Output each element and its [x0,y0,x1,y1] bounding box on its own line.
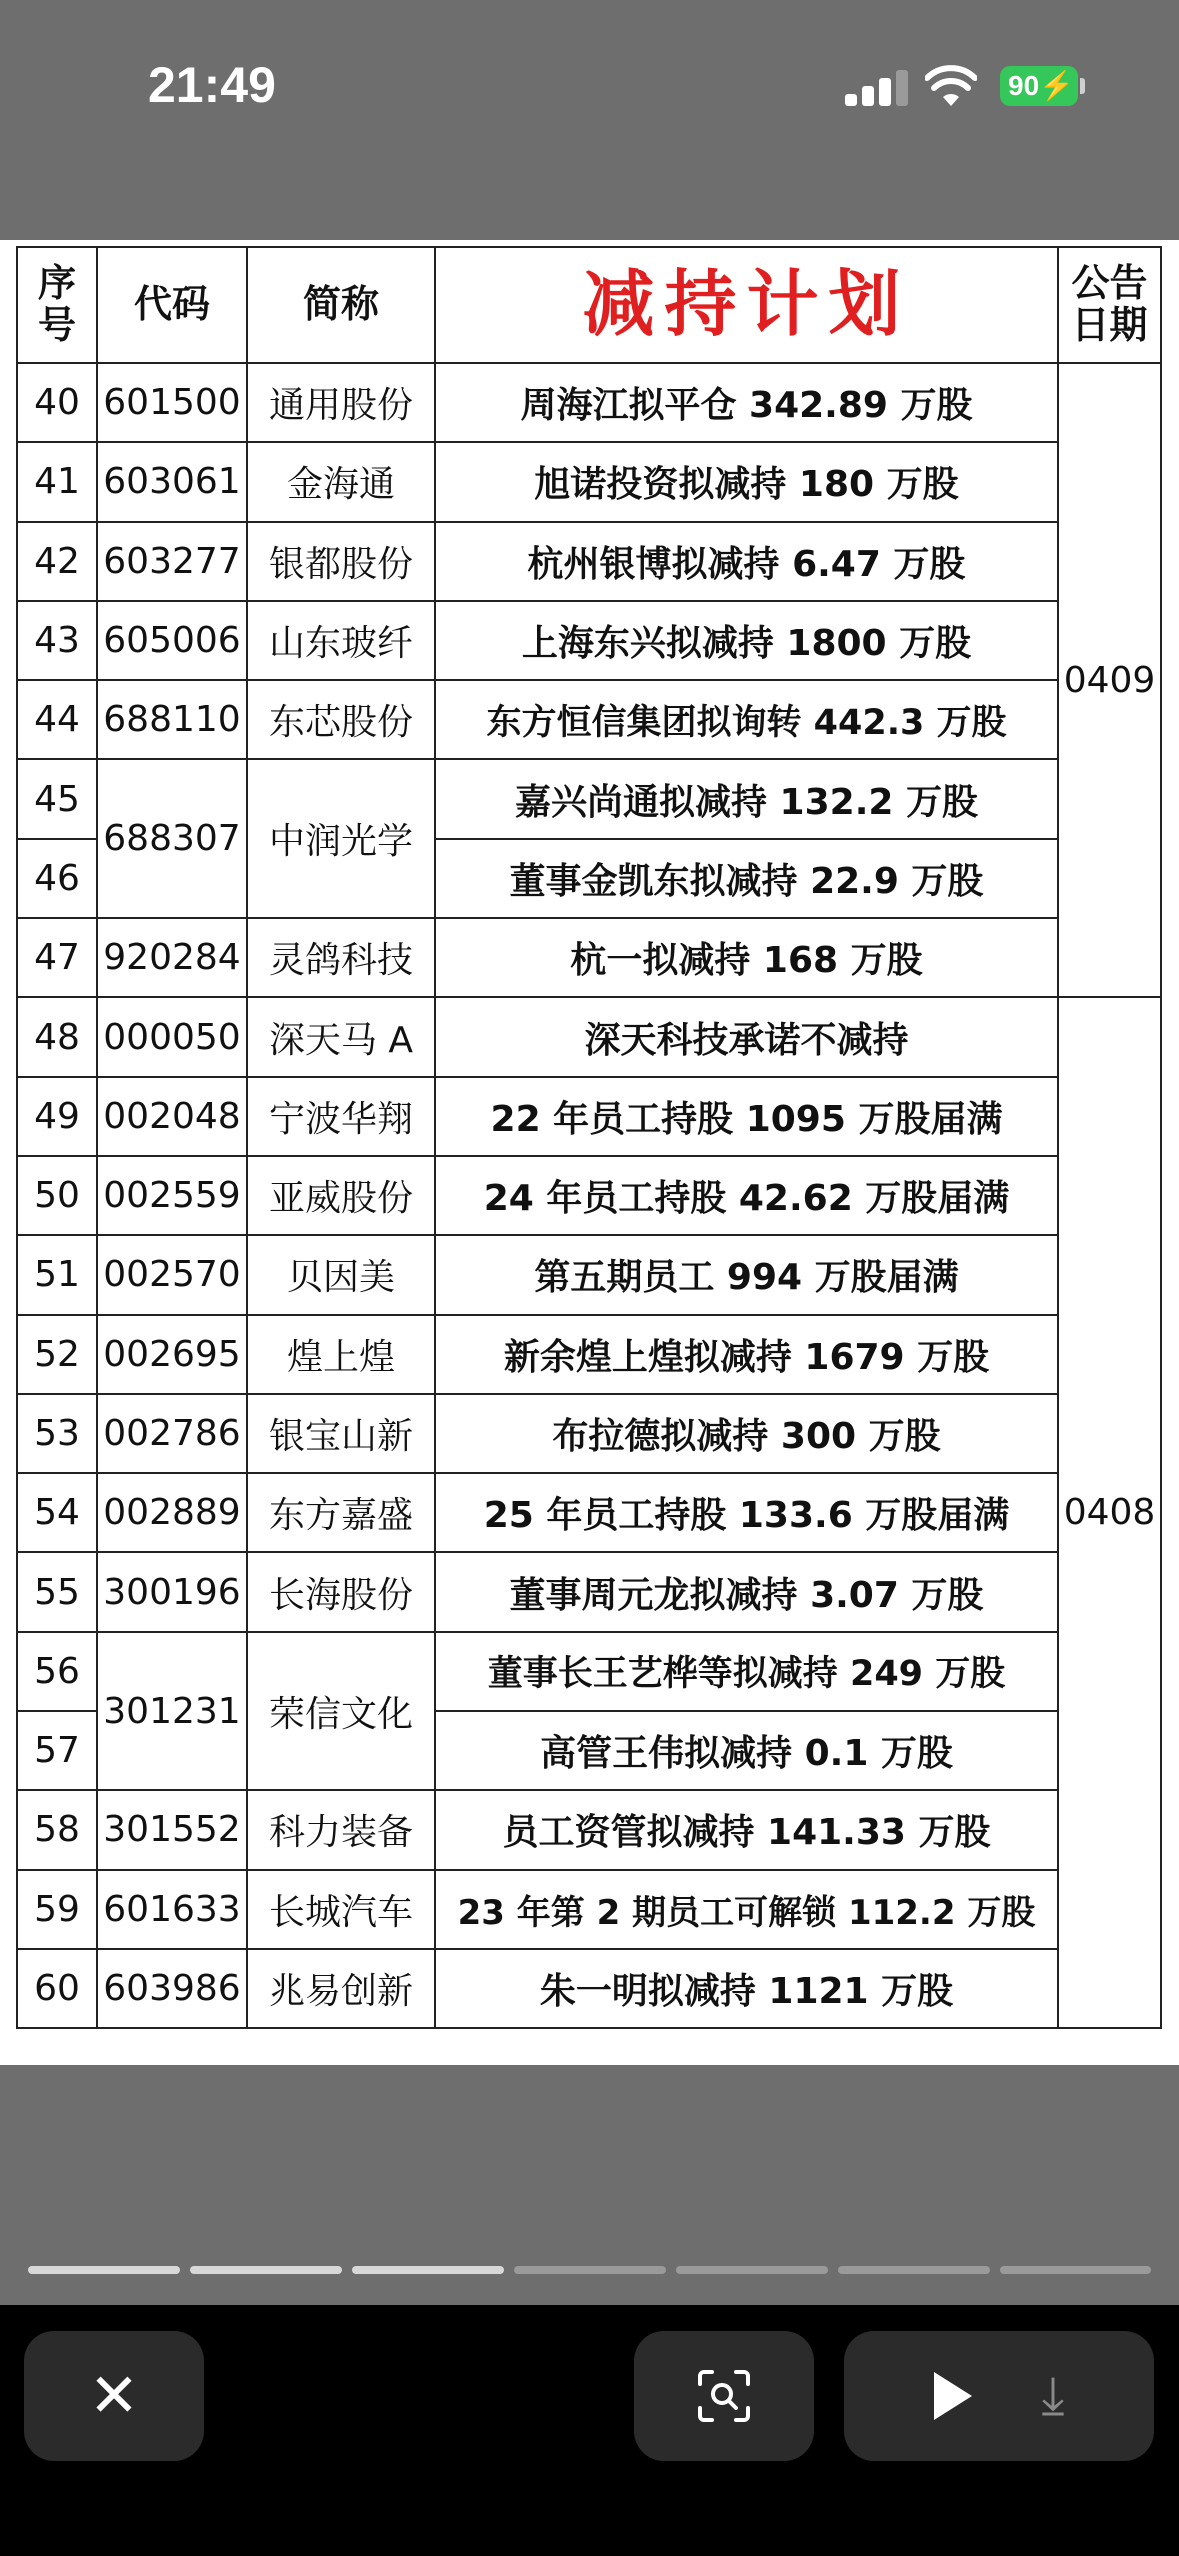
cell-code: 603061 [97,442,247,521]
cell-seq: 40 [17,363,97,442]
image-viewer[interactable] [0,240,1179,2065]
table-row [17,1077,1161,1156]
cell-name: 银宝山新 [247,1394,435,1473]
battery-icon: 90⚡ [1000,66,1078,106]
table-row [17,1790,1161,1869]
cell-name: 灵鸽科技 [247,918,435,997]
cell-date: 0408 [1058,997,1161,2028]
cell-code: 002695 [97,1315,247,1394]
cell-plan: 董事周元龙拟减持 3.07 万股 [435,1552,1058,1631]
cell-plan: 深天科技承诺不减持 [435,997,1058,1076]
cell-plan: 杭州银博拟减持 6.47 万股 [435,522,1058,601]
cell-plan: 23 年第 2 期员工可解锁 112.2 万股 [435,1870,1058,1949]
battery-level: 90 [1008,70,1040,101]
cell-name: 宁波华翔 [247,1077,435,1156]
cell-plan: 员工资管拟减持 141.33 万股 [435,1790,1058,1869]
header-code: 代码 [97,247,247,363]
close-button[interactable] [24,2331,204,2461]
cell-name: 亚威股份 [247,1156,435,1235]
cell-seq: 53 [17,1394,97,1473]
table-row [17,1473,1161,1552]
cell-plan: 高管王伟拟减持 0.1 万股 [435,1711,1058,1790]
cell-name: 煌上煌 [247,1315,435,1394]
cell-seq: 57 [17,1711,97,1790]
download-icon[interactable]: ⤓ [1041,2365,1065,2426]
cell-code: 601633 [97,1870,247,1949]
cell-plan: 朱一明拟减持 1121 万股 [435,1949,1058,2028]
cell-seq: 49 [17,1077,97,1156]
cell-name: 科力装备 [247,1790,435,1869]
table-row [17,1315,1161,1394]
cell-seq: 50 [17,1156,97,1235]
cell-code: 002570 [97,1235,247,1314]
table-row [17,759,1161,838]
status-time: 21:49 [148,57,276,113]
cellular-signal-icon [845,70,907,106]
cell-name: 山东玻纤 [247,601,435,680]
header-date: 公告日期 [1058,247,1161,363]
scan-search-icon [696,2368,752,2424]
status-bar [0,0,1179,240]
page-dot-2[interactable] [190,2266,342,2274]
cell-seq: 44 [17,680,97,759]
table-row [17,1235,1161,1314]
cell-plan: 旭诺投资拟减持 180 万股 [435,442,1058,521]
cell-plan: 22 年员工持股 1095 万股届满 [435,1077,1058,1156]
header-name: 简称 [247,247,435,363]
cell-code: 300196 [97,1552,247,1631]
media-controls [844,2331,1154,2461]
reduction-plan-table [16,246,1162,2029]
table-row [17,918,1161,997]
table-row [17,1949,1161,2028]
cell-code: 605006 [97,601,247,680]
cell-code: 688110 [97,680,247,759]
cell-name: 通用股份 [247,363,435,442]
cell-code: 603986 [97,1949,247,2028]
cell-plan: 上海东兴拟减持 1800 万股 [435,601,1058,680]
table-row [17,1632,1161,1711]
cell-code: 601500 [97,363,247,442]
cell-code: 920284 [97,918,247,997]
cell-plan: 董事金凯东拟减持 22.9 万股 [435,839,1058,918]
cell-plan: 东方恒信集团拟询转 442.3 万股 [435,680,1058,759]
cell-plan: 嘉兴尚通拟减持 132.2 万股 [435,759,1058,838]
cell-code: 688307 [97,759,247,918]
cell-code: 002786 [97,1394,247,1473]
table-row [17,1156,1161,1235]
close-icon: ✕ [88,2361,140,2431]
cell-seq: 59 [17,1870,97,1949]
cell-code: 603277 [97,522,247,601]
cell-seq: 51 [17,1235,97,1314]
cell-plan: 董事长王艺桦等拟减持 249 万股 [435,1632,1058,1711]
header-title: 减持计划 [435,247,1058,363]
cell-name: 长海股份 [247,1552,435,1631]
cell-name: 贝因美 [247,1235,435,1314]
cell-seq: 41 [17,442,97,521]
cell-code: 301552 [97,1790,247,1869]
cell-name: 长城汽车 [247,1870,435,1949]
cell-date: 0409 [1058,363,1161,997]
page-dot-4[interactable] [514,2266,666,2274]
cell-seq: 52 [17,1315,97,1394]
table-row [17,1870,1161,1949]
cell-name: 深天马 A [247,997,435,1076]
table-row [17,1552,1161,1631]
wifi-icon [925,64,977,108]
cell-name: 银都股份 [247,522,435,601]
cell-plan: 新余煌上煌拟减持 1679 万股 [435,1315,1058,1394]
cell-seq: 60 [17,1949,97,2028]
cell-plan: 杭一拟减持 168 万股 [435,918,1058,997]
table-row [17,997,1161,1076]
page-dot-5[interactable] [676,2266,828,2274]
cell-plan: 周海江拟平仓 342.89 万股 [435,363,1058,442]
table-row [17,442,1161,521]
cell-plan: 25 年员工持股 133.6 万股届满 [435,1473,1058,1552]
header-seq: 序号 [17,247,97,363]
cell-seq: 45 [17,759,97,838]
cell-name: 兆易创新 [247,1949,435,2028]
cell-seq: 54 [17,1473,97,1552]
cell-code: 000050 [97,997,247,1076]
table-row [17,1394,1161,1473]
play-icon[interactable] [934,2372,972,2420]
cell-seq: 55 [17,1552,97,1631]
battery-cap [1080,78,1085,94]
cell-name: 金海通 [247,442,435,521]
cell-code: 002559 [97,1156,247,1235]
table-row [17,601,1161,680]
cell-code: 002889 [97,1473,247,1552]
page-dot-6[interactable] [838,2266,990,2274]
cell-seq: 42 [17,522,97,601]
page-dot-3[interactable] [352,2266,504,2274]
cell-code: 002048 [97,1077,247,1156]
cell-plan: 布拉德拟减持 300 万股 [435,1394,1058,1473]
cell-name: 荣信文化 [247,1632,435,1791]
table-row [17,522,1161,601]
cell-name: 东方嘉盛 [247,1473,435,1552]
cell-seq: 47 [17,918,97,997]
cell-name: 中润光学 [247,759,435,918]
cell-code: 301231 [97,1632,247,1791]
cell-seq: 48 [17,997,97,1076]
bottom-toolbar [0,2305,1179,2556]
cell-seq: 58 [17,1790,97,1869]
table-row [17,363,1161,442]
table-row [17,680,1161,759]
cell-plan: 24 年员工持股 42.62 万股届满 [435,1156,1058,1235]
cell-plan: 第五期员工 994 万股届满 [435,1235,1058,1314]
table-header-row [17,247,1161,363]
cell-seq: 43 [17,601,97,680]
page-indicator[interactable] [28,2266,1151,2274]
cell-seq: 46 [17,839,97,918]
cell-name: 东芯股份 [247,680,435,759]
visual-lookup-button[interactable] [634,2331,814,2461]
page-dot-7[interactable] [1000,2266,1151,2274]
page-dot-1[interactable] [28,2266,180,2274]
cell-seq: 56 [17,1632,97,1711]
